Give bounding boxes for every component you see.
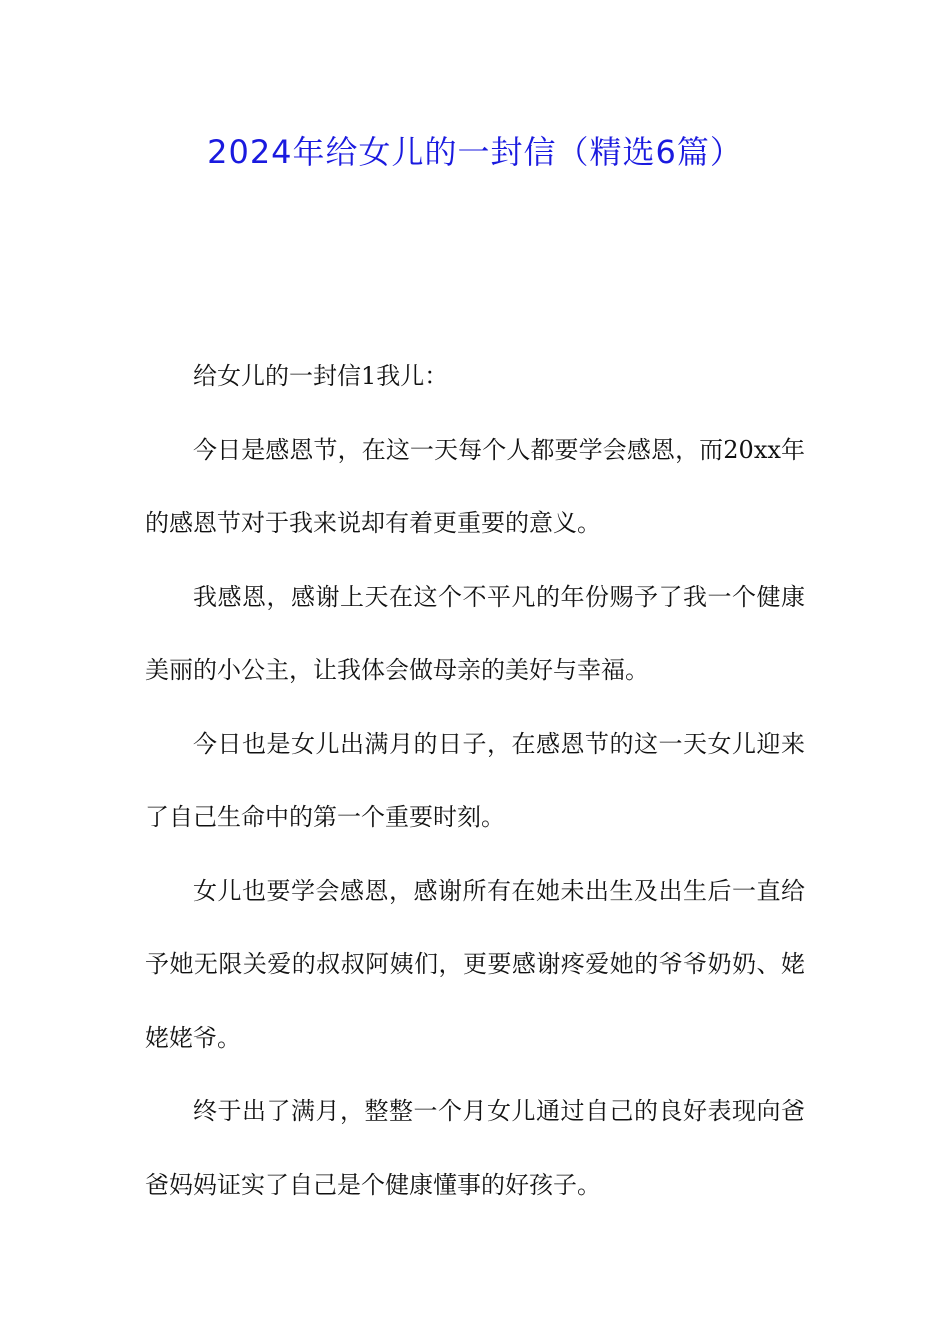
paragraph: 给女儿的一封信1我儿： [193, 362, 449, 390]
document-title: 2024年给女儿的一封信（精选6篇） [207, 133, 743, 171]
paragraph: 今日是感恩节，在这一天每个人都要学会感恩，而20xx年的感恩节对于我来说却有着更重要的意义。 [145, 435, 805, 537]
paragraph: 终于出了满月，整整一个月女儿通过自己的良好表现向爸爸妈妈证实了自己是个健康懂事的好孩子。 [145, 1097, 805, 1199]
paragraph: 女儿也要学会感恩，感谢所有在她未出生及出生后一直给予她无限关爱的叔叔阿姨们，更要感谢疼爱她的爷爷奶奶、姥姥姥爷。 [145, 876, 805, 1052]
paragraph: 今日也是女儿出满月的日子，在感恩节的这一天女儿迎来了自己生命中的第一个重要时刻。 [145, 729, 805, 831]
paragraph: 我感恩，感谢上天在这个不平凡的年份赐予了我一个健康美丽的小公主，让我体会做母亲的美好与幸福。 [145, 582, 805, 684]
document-body [145, 340, 805, 1222]
